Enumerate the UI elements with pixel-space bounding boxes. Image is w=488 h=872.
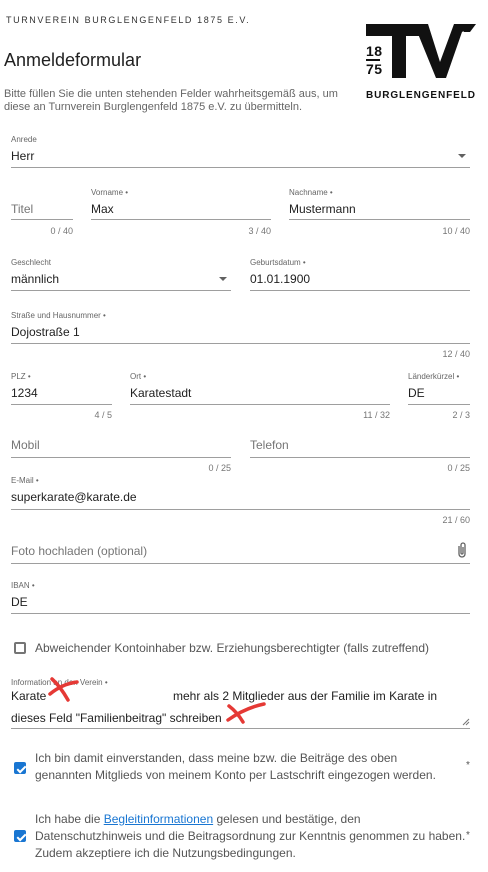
laenderkuerzel-label: Länderkürzel • — [408, 372, 460, 381]
plz-label: PLZ • — [11, 372, 31, 381]
plz-counter: 4 / 5 — [94, 410, 112, 420]
titel-underline — [11, 219, 73, 220]
geburtsdatum-value: 01.01.1900 — [250, 272, 311, 286]
titel-placeholder: Titel — [11, 202, 34, 216]
geburtsdatum-label: Geburtsdatum • — [250, 258, 306, 267]
telefon-underline — [250, 457, 470, 458]
chevron-down-icon[interactable] — [458, 154, 466, 158]
info-line2: dieses Feld "Familienbeitrag" schreiben — [11, 711, 222, 725]
geburtsdatum-field[interactable] — [250, 258, 470, 292]
anrede-underline — [11, 167, 470, 168]
strasse-value: Dojostraße 1 — [11, 325, 80, 339]
plz-field[interactable] — [11, 372, 112, 422]
datenschutz-required-marker: * — [466, 830, 470, 841]
nachname-field[interactable] — [289, 188, 470, 238]
titel-counter: 0 / 40 — [50, 226, 73, 236]
ort-value: Karatestadt — [130, 386, 192, 400]
datenschutz-checkbox[interactable] — [14, 830, 26, 842]
kontoinhaber-label: Abweichender Kontoinhaber bzw. Erziehungsberechtigter (falls zutreffend) — [35, 641, 430, 655]
nachname-label: Nachname • — [289, 188, 333, 197]
foto-underline — [11, 563, 470, 564]
iban-label: IBAN • — [11, 581, 35, 590]
strasse-underline — [11, 343, 470, 344]
lastschrift-required-marker: * — [466, 760, 470, 771]
geburtsdatum-underline — [250, 290, 470, 291]
ort-label: Ort • — [130, 372, 147, 381]
ort-counter: 11 / 32 — [363, 410, 390, 420]
chevron-down-icon[interactable] — [219, 277, 227, 281]
foto-placeholder: Foto hochladen (optional) — [11, 544, 148, 558]
datenschutz-prefix: Ich habe die — [35, 812, 104, 826]
info-line1-rest: mehr als 2 Mitglieder aus der Familie im Karate in — [173, 689, 438, 703]
strasse-field[interactable] — [11, 311, 470, 361]
geschlecht-underline — [11, 290, 231, 291]
info-label: Information an den Verein • — [11, 678, 108, 687]
mobil-field[interactable] — [11, 424, 231, 474]
telefon-placeholder: Telefon — [250, 438, 289, 452]
iban-underline — [11, 613, 470, 614]
laenderkuerzel-underline — [408, 404, 470, 405]
iban-field[interactable] — [11, 581, 470, 615]
club-logo — [366, 22, 478, 104]
vorname-underline — [91, 219, 271, 220]
vorname-label: Vorname • — [91, 188, 129, 197]
nachname-value: Mustermann — [289, 202, 356, 216]
vorname-counter: 3 / 40 — [248, 226, 271, 236]
email-underline — [11, 509, 470, 510]
kontoinhaber-checkbox[interactable] — [14, 642, 26, 654]
nachname-counter: 10 / 40 — [442, 226, 470, 236]
iban-value: DE — [11, 595, 28, 609]
paperclip-icon[interactable] — [456, 541, 468, 559]
resize-handle-icon[interactable] — [462, 718, 470, 726]
mobil-placeholder: Mobil — [11, 438, 40, 452]
laenderkuerzel-counter: 2 / 3 — [452, 410, 470, 420]
club-name: TURNVEREIN BURGLENGENFELD 1875 E.V. — [6, 15, 251, 25]
logo-year-bottom: 75 — [366, 61, 383, 77]
begleitinformationen-link[interactable]: Begleitinformationen — [103, 812, 214, 826]
plz-underline — [11, 404, 112, 405]
telefon-field[interactable] — [250, 424, 470, 474]
anrede-label: Anrede — [11, 135, 37, 144]
logo-year-top: 18 — [366, 43, 383, 59]
ort-underline — [130, 404, 390, 405]
geschlecht-value: männlich — [11, 272, 60, 286]
geschlecht-select[interactable] — [11, 258, 231, 292]
lastschrift-checkbox[interactable] — [14, 762, 26, 774]
laenderkuerzel-value: DE — [408, 386, 425, 400]
plz-value: 1234 — [11, 386, 38, 400]
red-cross-annotation — [225, 700, 267, 726]
anrede-select[interactable] — [11, 135, 470, 169]
ort-field[interactable] — [130, 372, 390, 422]
lastschrift-label: Ich bin damit einverstanden, dass meine bzw. die Beiträge des oben genannten Mitglieds von meinem Konto per Lastschrift eingezogen werden. — [35, 751, 436, 782]
info-underline — [11, 728, 470, 729]
email-value: superkarate@karate.de — [11, 490, 137, 504]
vorname-value: Max — [91, 202, 114, 216]
laenderkuerzel-field[interactable] — [408, 372, 470, 422]
datenschutz-label — [35, 811, 467, 862]
foto-upload-field[interactable] — [11, 530, 470, 564]
email-counter: 21 / 60 — [442, 515, 470, 525]
titel-field[interactable] — [11, 188, 73, 238]
strasse-label: Straße und Hausnummer • — [11, 311, 106, 320]
page-title: Anmeldeformular — [4, 50, 142, 70]
info-line1-start: Karate — [11, 689, 47, 703]
email-field[interactable] — [11, 476, 470, 526]
anrede-value: Herr — [11, 149, 35, 163]
intro-text: Bitte füllen Sie die unten stehenden Felder wahrheitsgemäß aus, um diese an Turnverein Burglengenfeld 1875 e.V. zu übermitteln. — [4, 88, 338, 113]
red-cross-annotation — [48, 676, 80, 702]
nachname-underline — [289, 219, 470, 220]
email-label: E-Mail • — [11, 476, 39, 485]
vorname-field[interactable] — [91, 188, 271, 238]
geschlecht-label: Geschlecht — [11, 258, 52, 267]
mobil-counter: 0 / 25 — [208, 463, 231, 473]
datenschutz-suffix: gelesen und bestätige, den Datenschutzhinweis und die Beitragsordnung zur Kenntnis genommen zu haben. Zudem akzeptiere ich die Nutzungsbedingungen. — [35, 812, 466, 860]
mobil-underline — [11, 457, 231, 458]
strasse-counter: 12 / 40 — [442, 349, 470, 359]
logo-name: BURGLENGENFELD — [366, 90, 476, 101]
telefon-counter: 0 / 25 — [447, 463, 470, 473]
